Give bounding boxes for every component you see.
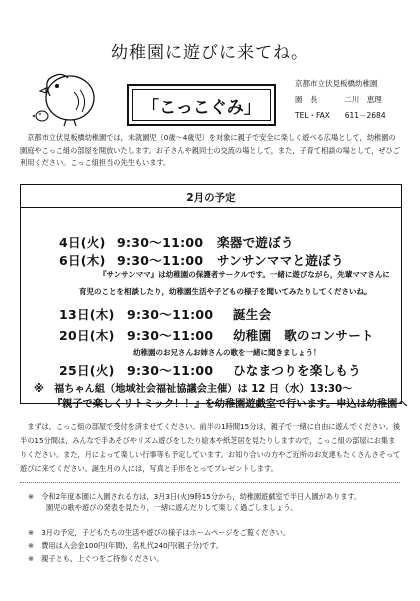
schedule-title: 2月の予定 <box>186 192 236 204</box>
intro-text: 京都市立伏見板橋幼稚園では，未就園児（0歳～4歳児）を対象に親子で安全に楽しく遊べる広場として，幼稚園の園庭やこっこ組の部屋を開放いたします。お子さんや親同士の交流の場として，また，子育て相談の場として，ぜひご利用ください。こっこ組担当の先生もいます。 <box>20 133 400 167</box>
event-date: 25日(火) <box>59 363 115 378</box>
note-sansan-line2: 育児のことを相談したり，幼稚園生活や子どもの様子を聞いてみたりしてくださいね。 <box>79 287 372 296</box>
program-name-box <box>127 84 276 126</box>
event-date: 4日(火) <box>59 235 106 250</box>
special-line1: ※ 福ちゃん組（地域社会福祉協議会主催）は 12 日（水）13:30～ <box>34 384 353 395</box>
school-info <box>295 79 386 127</box>
program-name: 「こっこぐみ」 <box>142 97 261 118</box>
event-time: 9:30～11:00 <box>117 253 204 268</box>
schedule-box <box>20 184 402 404</box>
tel-number: 611－2684 <box>344 111 386 120</box>
special-notice <box>34 382 408 412</box>
page-title: 幼稚園に遊びに来てね。 <box>111 43 309 63</box>
schedule-event <box>59 305 271 323</box>
event-time: 9:30～11:00 <box>127 307 214 322</box>
school-name: 京都市立伏見板橋幼稚園 <box>295 79 378 88</box>
footnote1-line2: 園児の歌や遊びの発表を見たり，一緒に遊んだりして楽しく過ごしましょう。 <box>46 503 298 512</box>
participation-text: まずは，こっこ組の部屋で受付を済ませてください。前半の1時間15分は，親子で一緒に自由に遊んでください。後半の15分間は，みんなで手あそびやリズム遊びをしたり絵本や紙芝居を見たりしますので，こっこ組の部屋にお集まりください。また，月によって楽しい行事等も予定しています。お知り合いの方やご近所のお友達もたくさんさそって遊びに来てください。誕生月の人には，写真と手形をとってプレゼントします。 <box>20 422 401 473</box>
event-date: 20日(木) <box>59 328 115 343</box>
event-activity: ひなまつりを楽しもう <box>233 363 362 378</box>
principal-row <box>295 95 386 105</box>
event-date: 6日(木) <box>59 253 106 268</box>
event-activity: 楽器で遊ぼう <box>217 235 294 250</box>
event-date: 13日(木) <box>59 307 115 322</box>
footnote1-line1: ※ 令和2年度本園に入園される方は，3月3日(火)9時15分から，幼稚園遊戯室で半日入園があります。 <box>28 492 362 501</box>
chicken-illustration <box>30 66 102 128</box>
event-time: 9:30～11:00 <box>127 328 214 343</box>
participation-info <box>20 420 402 476</box>
footnote-shoes: ※ 親子とも，上ぐつをご持参ください。 <box>28 554 164 563</box>
event-activity: 誕生会 <box>233 307 272 322</box>
principal-name: 二川 恵理 <box>344 95 382 104</box>
tel-label: TEL・FAX <box>295 111 330 120</box>
footnote-fees: ※ 費用は入会金100円(年間)，名札代240円(親子分)です。 <box>28 541 224 550</box>
event-activity: サンサンママと遊ぼう <box>217 253 344 268</box>
dotted-divider <box>20 482 400 483</box>
note-concert: 幼稚園のお兄さんお姉さんの歌を一緒に聞きましょう！ <box>133 348 321 357</box>
tel-row <box>295 111 386 121</box>
schedule-event <box>59 361 361 379</box>
event-time: 9:30～11:00 <box>117 235 204 250</box>
note-sansan-line1: 『サンサンママ』は幼稚園の保護者サークルです。一緒に遊びながら，先輩ママさんに <box>99 270 390 279</box>
footnote-enrollment <box>28 491 400 513</box>
intro-section <box>20 132 402 170</box>
event-activity: 幼稚園 歌のコンサート <box>233 328 374 343</box>
schedule-event <box>59 251 344 269</box>
footnote-homepage: ※ 3月の予定，子どもたちの生活や遊びの様子はホームページをご覧ください。 <box>28 528 291 537</box>
special-line2: 『親子で楽しくリトミック！！』を幼稚園遊戯室で行います。申込は幼稚園へ <box>52 399 408 410</box>
schedule-event <box>59 326 374 344</box>
event-time: 9:30～11:00 <box>127 363 214 378</box>
schedule-divider <box>21 207 401 208</box>
principal-label: 園 長 <box>295 95 318 104</box>
schedule-event <box>59 233 294 251</box>
